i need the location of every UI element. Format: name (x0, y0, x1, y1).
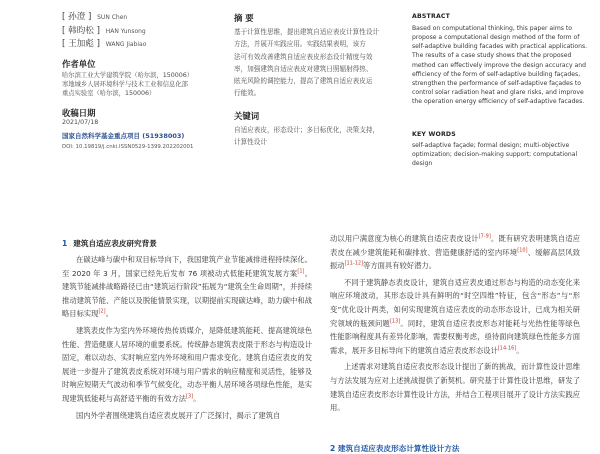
abstract-en-line: the operation energy efficiency of self-adaptive facades. (412, 98, 585, 106)
abstract-zh-heading: 摘 要 (234, 13, 254, 23)
abstract-en-line: Based on computational thinking, this paper aims to (412, 25, 573, 32)
author-3: [ 王加彪 ] WANG Jiabiao (62, 39, 147, 50)
body-column-right (330, 232, 580, 418)
affiliation-line: 重点实验室（哈尔滨，150006） (62, 90, 156, 98)
citation[interactable]: [7-9] (478, 233, 491, 240)
abstract-en-line: strengthen the performance of self-adaptive façades to (412, 79, 581, 87)
received-date: 2021/07/18 (62, 119, 99, 126)
paragraph: 上述需求对建筑自适应表皮形态设计提出了新的挑战，而计算性设计思维与方法发展为应对上述挑战提供了新契机。研究基于计算性设计思维，研发了建筑自适应表皮形态计算性设计方法，并结合工程项目展开了设计方法实践应用。 (330, 362, 581, 413)
author-2-zh: 韩昀松 (68, 25, 94, 36)
author-1-en: SUN Chen (97, 14, 128, 21)
citation[interactable]: [1] (297, 268, 305, 275)
abstract-en-line: control solar radiation heat and glare risks, and improve (412, 89, 584, 97)
abstract-zh-line: 基于计算性思维，提出建筑自适应表皮计算性设计 (234, 28, 380, 36)
author-list (62, 11, 202, 52)
affiliation-line: 寒地城乡人居环境科学与技术工业和信息化部 (62, 81, 188, 89)
keywords-en-body (412, 141, 594, 168)
received-heading: 收稿日期 (62, 108, 96, 118)
abstract-zh-line: 率，加强建筑自适应表皮对建筑日照辐射得热、 (234, 64, 373, 73)
abstract-en-line: The results of a case study shows that the proposed (412, 52, 572, 60)
affiliation-heading: 作者单位 (62, 59, 96, 69)
citation[interactable]: [11-12] (344, 260, 364, 267)
keywords-zh-heading: 关键词 (234, 111, 260, 121)
abstract-zh-line: 眩光风险的调控能力，提高了建筑自适应表皮运 (234, 77, 373, 86)
abstract-zh-body (234, 26, 410, 100)
abstract-zh-line: 行能效。 (234, 89, 261, 98)
citation[interactable]: [3] (186, 393, 194, 400)
funding-note: 国家自然科学基金重点项目 (51938003) (62, 132, 185, 140)
abstract-en-line: propose a computational design method of the form of (412, 34, 580, 42)
paragraph: 不同于建筑静态表皮设计，建筑自适应表皮通过形态与构造的动态变化来响应环境波动，其形态设计具有鲜明的“时空四维”特征，包含“形态”与“形变”优化设计两类，如何实现建筑自适应表皮的动态形态设计，已成为相关研究领域的瓶颈问题[13]。同时，建筑自适应表皮形态对能耗与光热性能等绿色性能影响程度具有差异化影响，需要权衡考虑，亟待面向建筑绿色性能多方面需求，展开多目标导向下的建筑自适应表皮形态设计[14-16]。 (330, 277, 581, 355)
abstract-en-line: efficiency of the form of self-adaptive building façades, (412, 70, 581, 78)
keywords-en-line: self-adaptive façade; formal design; multi-objective (412, 142, 570, 149)
author-3-en: WANG Jiabiao (105, 41, 147, 49)
citation[interactable]: [13] (389, 318, 401, 325)
citation[interactable]: [14-16] (497, 345, 517, 352)
paragraph: 动以用户满意度为核心的建筑自适应表皮设计[7-9]。既有研究表明建筑自适应表皮在减少建筑能耗和碳排放、营造健康舒适的室内环境[10]、缓解高层风致振动[11-12]等方面具有较好潜力。 (330, 233, 581, 271)
author-2: [ 韩昀松 ] HAN Yunsong (62, 25, 146, 36)
keywords-zh-line: 计算性设计 (234, 138, 267, 147)
section-number: 1 (62, 239, 68, 248)
paragraph: 国内外学者围绕建筑自适应表皮展开了广泛探讨，揭示了建筑自 (76, 410, 281, 420)
abstract-zh-line: 法可有效改善建筑自适应表皮形态设计精度与效 (234, 52, 373, 61)
abstract-en-line: method can effectively improve the design accuracy and (412, 61, 586, 69)
author-1-zh: 孙澄 (68, 12, 86, 22)
abstract-en-heading: ABSTRACT (412, 13, 451, 20)
keywords-zh-body (234, 124, 410, 149)
section-1-heading (62, 238, 157, 249)
author-3-zh: 王加彪 (68, 39, 94, 50)
abstract-en-line: self-adaptive building facades with practical applications. (412, 43, 588, 51)
keywords-en-heading: KEY WORDS (412, 131, 456, 138)
body-column-left (62, 253, 312, 425)
paragraph: 在碳达峰与碳中和双目标导向下，我国建筑产业节能减排进程持续深化。至 2020 年 3 月，国家已经先后发布 76 项被动式低能耗建筑发展方案[1]。建筑节能减排战略路径已由“建筑运行阶段”拓展为“建筑全生命周期”，并持续推动建筑节能、产能以及脱能情景实现，以期提前实现碳达峰，助力碳中和战略目标实现[2]。 (62, 255, 313, 319)
section-2-heading: 2 建筑自适应表皮形态计算性设计方法 (330, 444, 460, 453)
abstract-en-body (412, 24, 594, 106)
abstract-zh-line: 方法，并展开实践应用。实践结果表明，该方 (234, 40, 366, 49)
citation[interactable]: [10] (517, 247, 528, 254)
affiliation-text (62, 71, 212, 98)
author-2-en: HAN Yunsong (105, 27, 146, 35)
author-1: [ 孙澄 ] SUN Chen (62, 12, 128, 22)
citation[interactable]: [2] (98, 308, 106, 315)
doi-link[interactable]: DOI: 10.19819/j.cnki.ISSN0529-1399.202202001 (62, 144, 194, 150)
affiliation-line: 哈尔滨工业大学建筑学院（哈尔滨，150006） (62, 72, 194, 79)
section-title: 建筑自适应表皮研究背景 (73, 239, 157, 248)
paragraph: 建筑表皮作为室内外环境传热传质媒介，是降低建筑能耗、提高建筑绿色性能、营造健康人居环境的重要系统。传统静态建筑表皮限于形态与构造设计固定，难以动态、实时响应室内外环境和用户需求变化。建筑自适应表皮的发展进一步提升了建筑表皮系统对环境与用户需求的响应精度和灵活性，能够及时响应短期天气波动和季节气候变化，动态平衡人居环境各项绿色性能，是实现建筑低能耗与高舒适平衡的有效方法[3]。 (62, 325, 313, 403)
keywords-zh-line: 自适应表皮，形态设计；多目标优化，决策支持， (234, 126, 380, 134)
keywords-en-line: optimization; decision-making support; computational (412, 151, 578, 159)
keywords-en-line: design (412, 160, 433, 168)
